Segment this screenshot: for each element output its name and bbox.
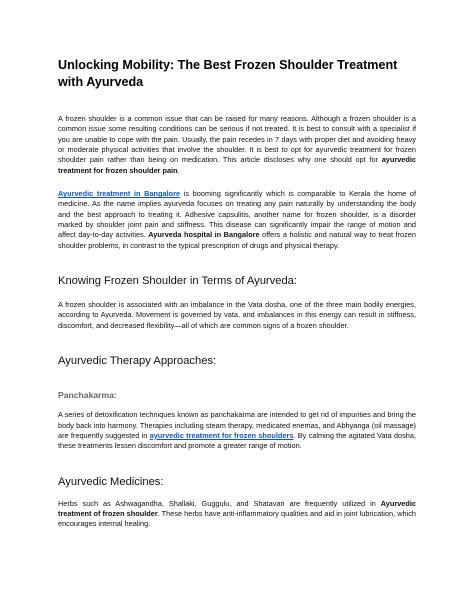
medicines-text-2: . These herbs have anti-inflammatory qualities and aid in joint lubrication, which encourages internal healing. [58, 508, 416, 529]
medicines-bold-phrase: Ayurvedic treatment of frozen shoulder [58, 498, 416, 518]
bangalore-text-2: offers a holistic and natural way to treat frozen shoulder problems, in contrast to the typical prescription of drugs and physical therapy. [58, 230, 416, 250]
intro-end: . [177, 165, 180, 175]
panchakarma-paragraph [58, 410, 416, 451]
frozen-shoulders-link[interactable]: ayurvedic treatment for frozen shoulders [149, 430, 294, 440]
medicines-text-1: Herbs such as Ashwagandha, Shallaki, Guggulu, and Shatavari are frequently utilized in [58, 498, 381, 508]
panchakarma-text-1: A series of detoxification techniques known as panchakarma are intended to get rid of impurities and bring the body back into harmony. Therapies including steam therapy, medicated enemas, and Abhyanga (oil massage) are frequently suggested in [58, 410, 416, 440]
bangalore-paragraph [58, 189, 416, 251]
panchakarma-subheading: Panchakarma: [58, 390, 117, 401]
knowing-paragraph: A frozen shoulder is associated with an imbalance in the Vata dosha, one of the three main bodily energies, according to Ayurveda. Movement is governed by vata, and imbalances in this energy can result in stiffness, discomfort, and decreased flexibility—all of which are common signs of a frozen shoulder. [58, 300, 416, 330]
medicines-heading: Ayurvedic Medicines: [58, 475, 164, 488]
intro-bold-phrase: ayurvedic treatment for frozen shoulder pain [58, 155, 416, 175]
intro-text: A frozen shoulder is a common issue that can be raised for many reasons. Although a frozen shoulder is a common issue some resulting conditions can be serious if not treated. It is best to consult with a specialist if you are unable to cope with the pain. Usually, the pain recedes in 7 days with proper diet and avoiding heavy or moderate physical activities that involve the shoulder. It is best to opt for ayurvedic treatment for frozen shoulder pain rather than being on medication. This article discloses why one should opt for [58, 114, 416, 165]
ayurvedic-treatment-bangalore-link[interactable]: Ayurvedic treatment in Bangalore [58, 189, 181, 199]
medicines-paragraph [58, 499, 416, 530]
page-title: Unlocking Mobility: The Best Frozen Shoulder Treatment with Ayurveda [58, 58, 398, 89]
knowing-heading: Knowing Frozen Shoulder in Terms of Ayurveda: [58, 275, 298, 288]
intro-paragraph [58, 114, 416, 176]
therapy-heading: Ayurvedic Therapy Approaches: [58, 355, 217, 368]
bangalore-text-1: is booming significantly which is comparable to Kerala the home of medicine. As the name implies ayurveda focuses on treating any pain naturally by understanding the body and the best approach to treating it. Adhesive capsulitis, another name for frozen shoulder, is a disorder marked by shoulder joint pain and stiffness. This disease can significantly impair the range of motion and affect day-to-day activities. [58, 189, 417, 240]
bangalore-bold-phrase: Ayurveda hospital in Bangalore [148, 230, 260, 240]
panchakarma-text-2: . By calming the agitated Vata dosha, these treatments lessen discomfort and promote a greater range of motion. [58, 430, 416, 451]
